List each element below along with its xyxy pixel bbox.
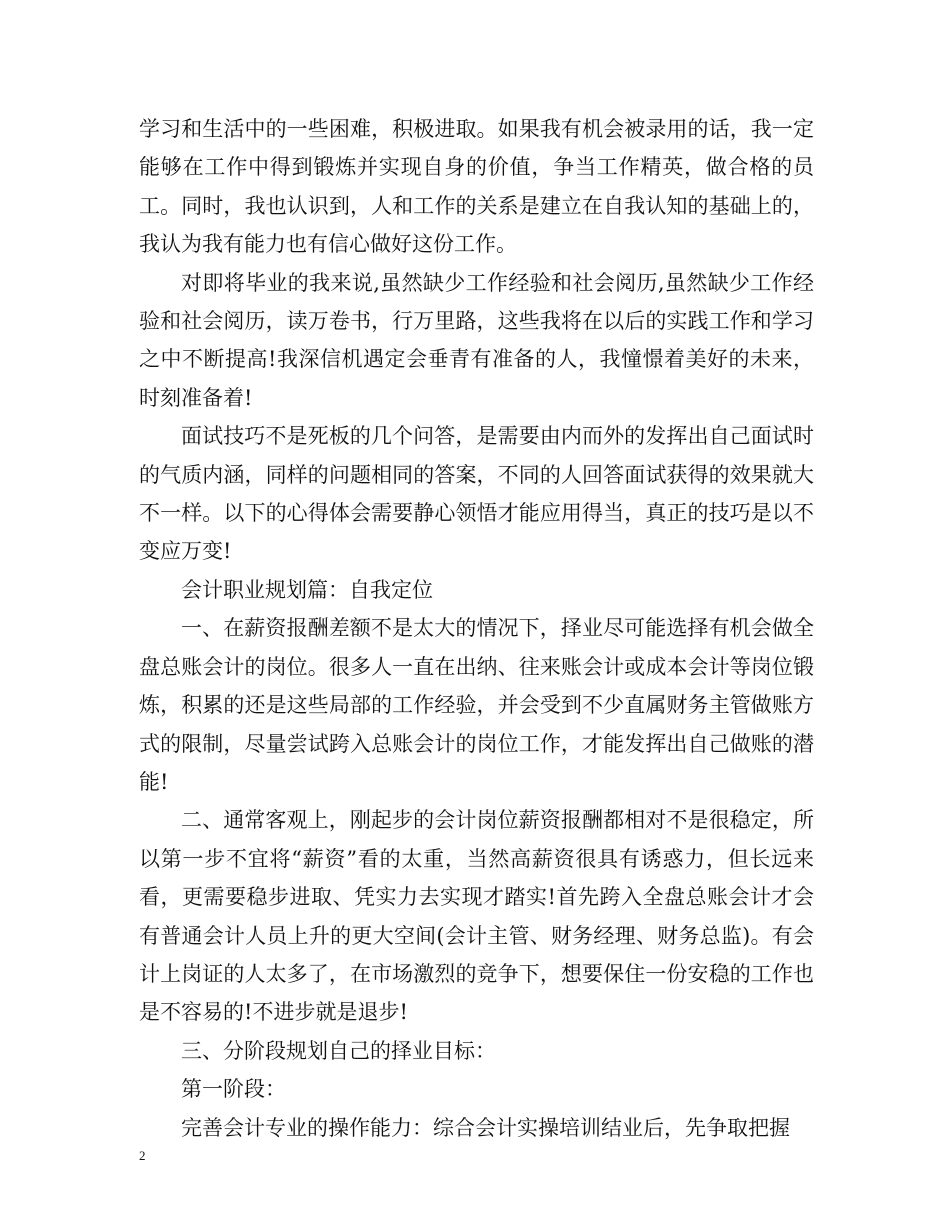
paragraph-stage-1: 完善会计专业的操作能力：综合会计实操培训结业后，先争取把握 <box>181 1115 790 1140</box>
page-number: 2 <box>139 1148 146 1163</box>
paragraph-point-1: 一、在薪资报酬差额不是太大的情况下，择业尽可能选择有机会做全盘总账会计的岗位。很多人一直在出纳、往来账会计或成本会计等岗位锻炼，积累的还是这些局部的工作经验，并会受到不少直属财务主管做账方式的限制，尽量尝试跨入总账会计的岗位工作，才能发挥出自己做账的潜能! <box>139 616 814 794</box>
stage-heading: 第一阶段： <box>181 1077 286 1102</box>
paragraph-1: 学习和生活中的一些困难，积极进取。如果我有机会被录用的话，我一定能够在工作中得到锻炼并实现自身的价值，争当工作精英，做合格的员工。同时，我也认识到，人和工作的关系是建立在自我认知的基础上的，我认为我有能力也有信心做好这份工作。 <box>139 117 814 257</box>
paragraph-3: 面试技巧不是死板的几个问答，是需要由内而外的发挥出自己面试时的气质内涵，同样的问题相同的答案，不同的人回答面试获得的效果就大不一样。以下的心得体会需要静心领悟才能应用得当，真正的技巧是以不变应万变! <box>139 424 814 564</box>
paragraph-point-2: 二、通常客观上，刚起步的会计岗位薪资报酬都相对不是很稳定，所以第一步不宜将“薪资”看的太重，当然高薪资很具有诱惑力，但长远来看，更需要稳步进取、凭实力去实现才踏实!首先跨入全盘总账会计才会有普通会计人员上升的更大空间(会计主管、财务经理、财务总监)。有会计上岗证的人太多了，在市场激烈的竞争下，想要保住一份安稳的工作也是不容易的!不进步就是退步! <box>139 808 814 1025</box>
page-body <box>139 110 814 1147</box>
section-heading: 会计职业规划篇：自我定位 <box>181 577 433 602</box>
paragraph-point-3: 三、分阶段规划自己的择业目标： <box>181 1038 496 1063</box>
paragraph-2: 对即将毕业的我来说,虽然缺少工作经验和社会阅历,虽然缺少工作经验和社会阅历，读万卷书，行万里路，这些我将在以后的实践工作和学习之中不断提高!我深信机遇定会垂青有准备的人，我憧憬着美好的未来，时刻准备着! <box>139 270 814 410</box>
